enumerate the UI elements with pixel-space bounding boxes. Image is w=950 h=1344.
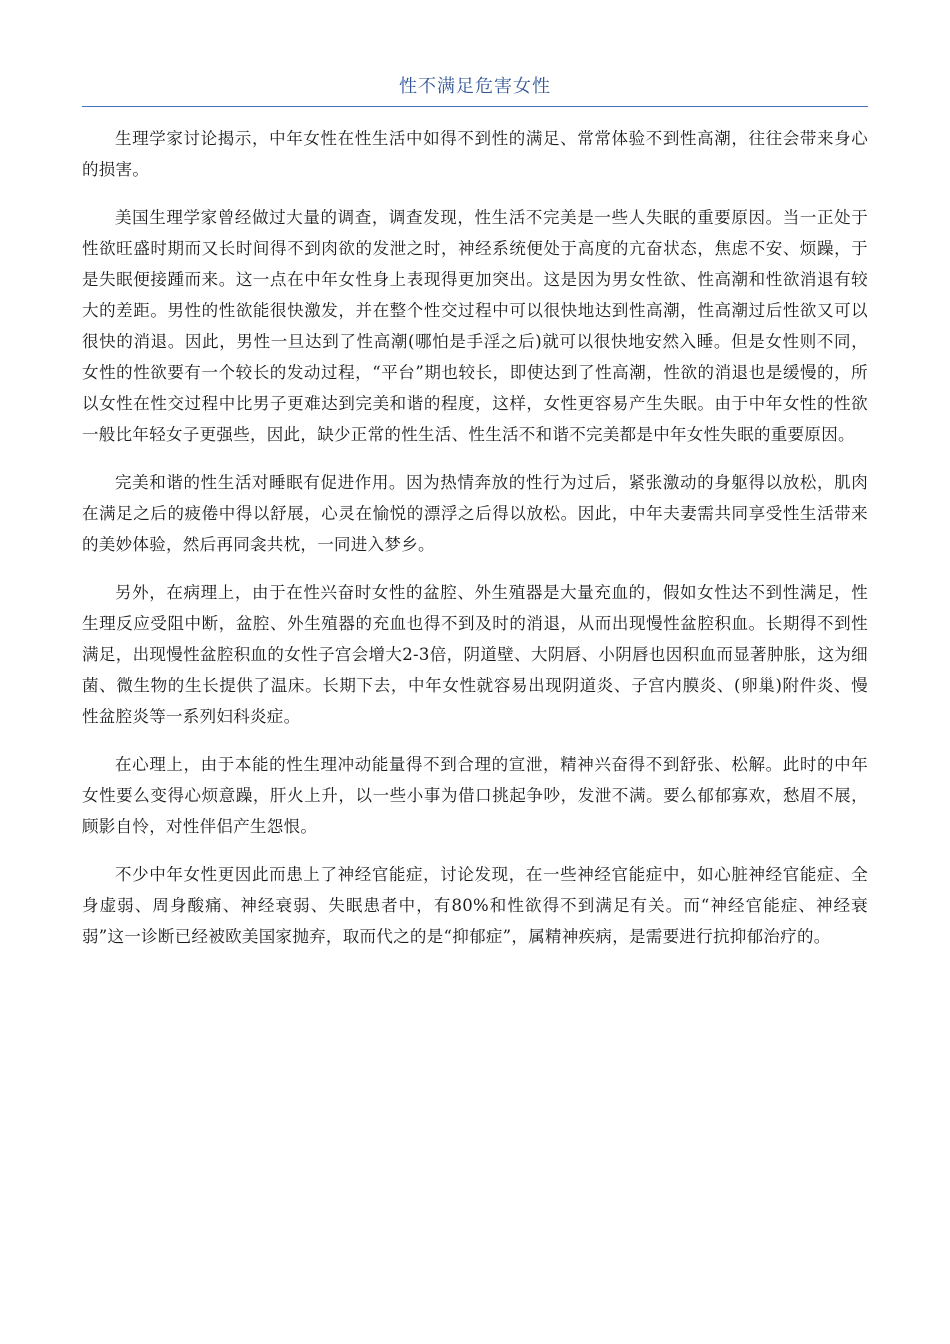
document-page bbox=[82, 74, 868, 969]
paragraph: 完美和谐的性生活对睡眠有促进作用。因为热情奔放的性行为过后，紧张激动的身躯得以放松，肌肉在满足之后的疲倦中得以舒展，心灵在愉悦的漂浮之后得以放松。因此，中年夫妻需共同享受性生活带来的美妙体验，然后再同衾共枕，一同进入梦乡。 bbox=[82, 473, 868, 554]
paragraph: 不少中年女性更因此而患上了神经官能症，讨论发现，在一些神经官能症中，如心脏神经官能症、全身虚弱、周身酸痛、神经衰弱、失眠患者中，有80%和性欲得不到满足有关。而“神经官能症、神经衰弱”这一诊断已经被欧美国家抛弃，取而代之的是“抑郁症”，属精神疾病，是需要进行抗抑郁治疗的。 bbox=[82, 865, 868, 946]
page-header-title: 性不满足危害女性 bbox=[82, 74, 868, 107]
paragraph: 另外，在病理上，由于在性兴奋时女性的盆腔、外生殖器是大量充血的，假如女性达不到性满足，性生理反应受阻中断，盆腔、外生殖器的充血也得不到及时的消退，从而出现慢性盆腔积血。长期得不到性满足，出现慢性盆腔积血的女性子宫会增大2-3倍，阴道壁、大阴唇、小阴唇也因积血而显著肿胀，这为细菌、微生物的生长提供了温床。长期下去，中年女性就容易出现阴道炎、子宫内膜炎、(卵巢)附件炎、慢性盆腔炎等一系列妇科炎症。 bbox=[82, 583, 868, 726]
paragraph: 美国生理学家曾经做过大量的调查，调查发现，性生活不完美是一些人失眠的重要原因。当一正处于性欲旺盛时期而又长时间得不到肉欲的发泄之时，神经系统便处于高度的亢奋状态，焦虑不安、烦躁，于是失眠便接踵而来。这一点在中年女性身上表现得更加突出。这是因为男女性欲、性高潮和性欲消退有较大的差距。男性的性欲能很快激发，并在整个性交过程中可以很快地达到性高潮，性高潮过后性欲又可以很快的消退。因此，男性一旦达到了性高潮(哪怕是手淫之后)就可以很快地安然入睡。但是女性则不同，女性的性欲要有一个较长的发动过程，“平台”期也较长，即使达到了性高潮，性欲的消退也是缓慢的，所以女性在性交过程中比男子更难达到完美和谐的程度，这样，女性更容易产生失眠。由于中年女性的性欲一般比年轻女子更强些，因此，缺少正常的性生活、性生活不和谐不完美都是中年女性失眠的重要原因。 bbox=[82, 208, 868, 444]
paragraph: 生理学家讨论揭示，中年女性在性生活中如得不到性的满足、常常体验不到性高潮，往往会带来身心的损害。 bbox=[82, 129, 868, 179]
paragraph: 在心理上，由于本能的性生理冲动能量得不到合理的宣泄，精神兴奋得不到舒张、松解。此时的中年女性要么变得心烦意躁，肝火上升，以一些小事为借口挑起争吵，发泄不满。要么郁郁寡欢，愁眉不展，顾影自怜，对性伴侣产生怨恨。 bbox=[82, 755, 868, 836]
document-body bbox=[82, 123, 868, 952]
